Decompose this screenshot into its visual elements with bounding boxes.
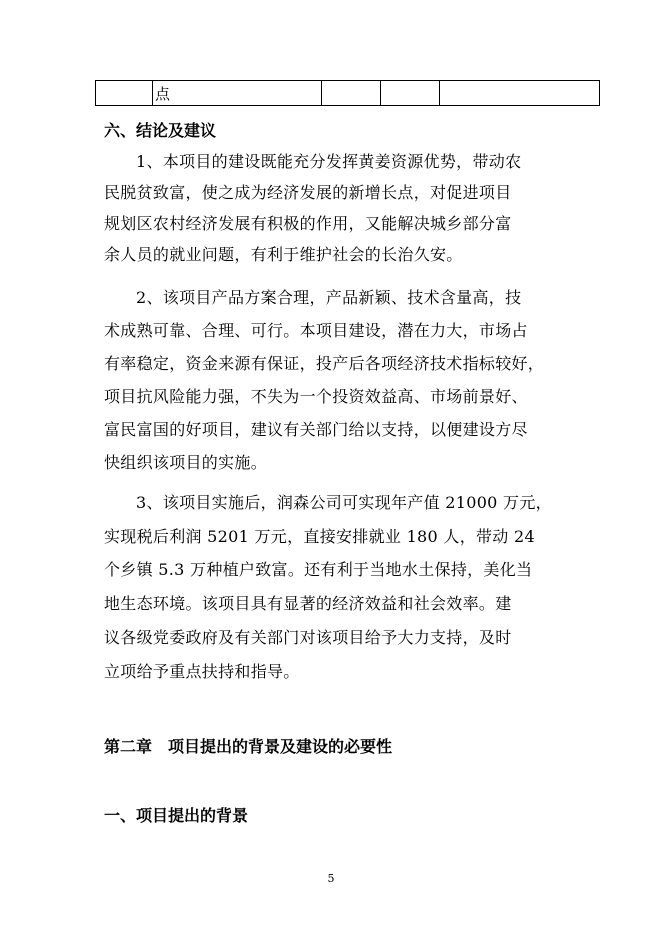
paragraph-line: 立项给予重点扶持和指导。 xyxy=(104,662,300,681)
paragraph-line: 规划区农村经济发展有积极的作用，又能解决城乡部分富 xyxy=(104,214,512,233)
table-cell xyxy=(96,81,153,106)
chapter-heading: 第二章 项目提出的背景及建设的必要性 xyxy=(104,737,393,756)
paragraph-line: 术成熟可靠、合理、可行。本项目建设，潜在力大，市场占 xyxy=(104,321,528,340)
table-fragment xyxy=(95,80,600,106)
paragraph-line: 余人员的就业问题，有利于维护社会的长治久安。 xyxy=(104,245,463,264)
paragraph-line: 民脱贫致富，使之成为经济发展的新增长点，对促进项目 xyxy=(104,183,512,202)
paragraph-line: 地生态环境。该项目具有显著的经济效益和社会效率。建 xyxy=(104,594,512,613)
page-number: 5 xyxy=(327,872,335,885)
table-row xyxy=(96,81,600,106)
paragraph-line: 2、该项目产品方案合理，产品新颖、技术含量高，技 xyxy=(136,288,522,307)
table-cell xyxy=(322,81,381,106)
paragraph-line: 1、本项目的建设既能充分发挥黄姜资源优势，带动农 xyxy=(136,152,522,171)
paragraph-line: 有率稳定，资金来源有保证，投产后各项经济技术指标较好， xyxy=(104,354,545,373)
table-cell: 点 xyxy=(153,81,322,106)
paragraph-line: 实现税后利润 5201 万元，直接安排就业 180 人，带动 24 xyxy=(104,527,535,546)
table-cell xyxy=(381,81,440,106)
paragraph-line: 快组织该项目的实施。 xyxy=(104,453,268,472)
paragraph-line: 个乡镇 5.3 万种植户致富。还有利于当地水土保持，美化当 xyxy=(104,560,533,579)
paragraph-line: 项目抗风险能力强，不失为一个投资效益高、市场前景好、 xyxy=(104,387,528,406)
paragraph-line: 3、该项目实施后，润森公司可实现年产值 21000 万元， xyxy=(136,493,552,512)
table-cell xyxy=(440,81,600,106)
paragraph-line: 富民富国的好项目，建议有关部门给以支持，以便建设方尽 xyxy=(104,420,528,439)
section-subheading: 一、项目提出的背景 xyxy=(104,806,249,825)
paragraph-line: 议各级党委政府及有关部门对该项目给予大力支持，及时 xyxy=(104,628,512,647)
section-heading: 六、结论及建议 xyxy=(104,121,217,140)
